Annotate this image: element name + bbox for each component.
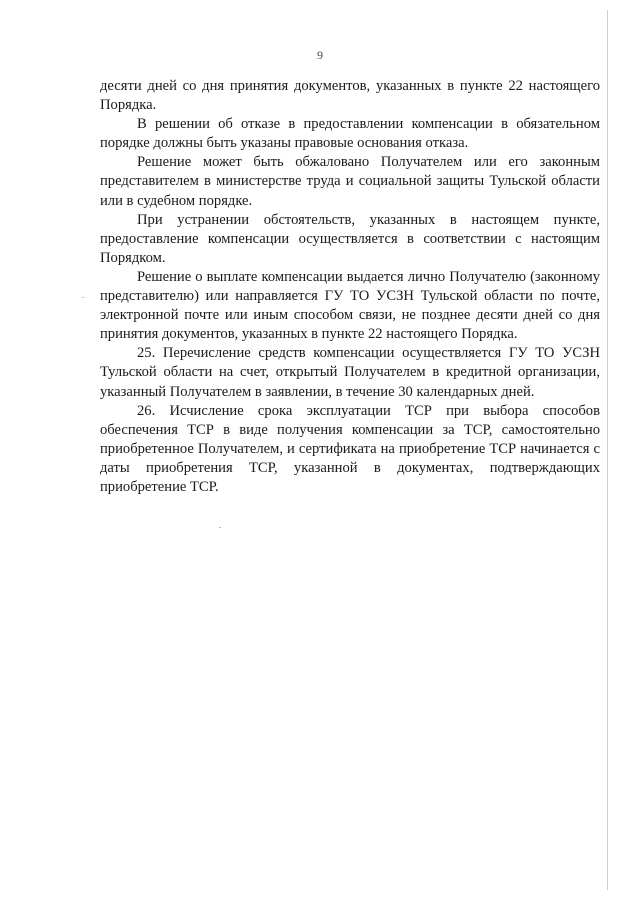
paragraph-continuation: десяти дней со дня принятия документов, указанных в пункте 22 настоящего Порядка.: [100, 78, 600, 114]
scan-speck: [82, 297, 84, 298]
paragraph-item-25: 25. Перечисление средств компенсации осуществляется ГУ ТО УСЗН Тульской области на счет, открытый Получателем в кредитной организации, указанный Получателем в заявлении, в течение 30 календарных дней.: [100, 345, 600, 400]
paragraph-item-26: 26. Исчисление срока эксплуатации ТСР при выбора способов обеспечения ТСР в виде получения компенсации за ТСР, самостоятельно приобретенное Получателем, и сертификата на приобретение ТСР начинается с даты приобретения ТСР, указанной в документах, подтверждающих приобретение ТСР.: [100, 402, 600, 495]
scan-edge-line: [607, 10, 608, 890]
paragraph-appeal: Решение может быть обжаловано Получателем или его законным представителем в министерстве труда и социальной защиты Тульской области или в судебном порядке.: [100, 154, 600, 209]
scan-speck: [219, 527, 221, 528]
paragraph-elimination: При устранении обстоятельств, указанных в настоящем пункте, предоставление компенсации осуществляется в соответствии с настоящим Порядком.: [100, 211, 600, 266]
paragraph-payment-decision: Решение о выплате компенсации выдается лично Получателю (законному представителю) или направляется ГУ ТО УСЗН Тульской области по почте, электронной почте или иным способом связи, не позднее десяти дней со дня принятия документов, указанных в пункте 22 настоящего Порядка.: [100, 268, 600, 343]
page-number: 9: [317, 48, 323, 62]
document-body: [100, 77, 600, 497]
paragraph-refusal-grounds: В решении об отказе в предоставлении компенсации в обязательном порядке должны быть указаны правовые основания отказа.: [100, 116, 600, 152]
